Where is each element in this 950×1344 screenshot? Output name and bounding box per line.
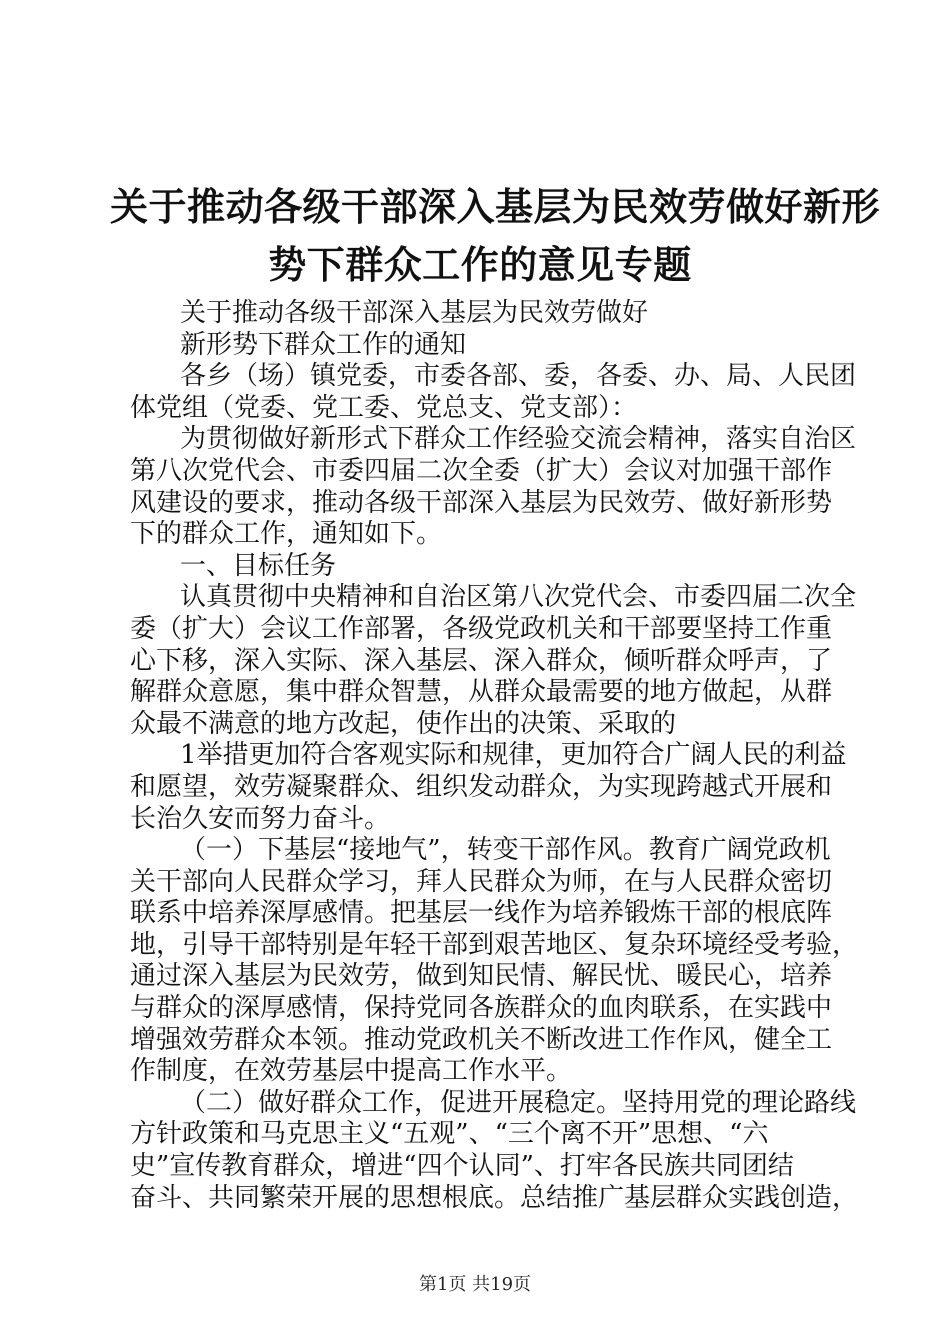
body-line: 认真贯彻中央精神和自治区第八次党代会、市委四届二次全 (180, 582, 857, 613)
body-line: 长治久安而努力奋斗。 (130, 803, 391, 834)
body-line: 委（扩大）会议工作部署，各级党政机关和干部要坚持工作重 (130, 613, 833, 644)
body-line: 众最不满意的地方改起，使作出的决策、采取的 (130, 708, 677, 739)
body-line: 通过深入基层为民效劳，做到知民情、解民忧、暖民心，培养 (130, 961, 833, 992)
body-line: （二）做好群众工作，促进开展稳定。坚持用党的理论路线 (180, 1087, 857, 1118)
body-line: 地，引导干部特别是年轻干部到艰苦地区、复杂环境经受考验， (130, 929, 859, 960)
body-line: 奋斗、共同繁荣开展的思想根底。总结推广基层群众实践创造， (130, 1182, 859, 1213)
title-line-2: 势下群众工作的意见专题 (268, 243, 692, 287)
body-line: （一）下基层“接地气”，转变干部作风。教育广阔党政机 (180, 835, 831, 866)
body-line: 关干部向人民群众学习，拜人民群众为师，在与人民群众密切 (130, 866, 833, 897)
body-line: 心下移，深入实际、深入基层、深入群众，倾听群众呼声，了 (130, 645, 833, 676)
body-line: 与群众的深厚感情，保持党同各族群众的血肉联系，在实践中 (130, 993, 833, 1024)
body-line: 史”宣传教育群众，增进“四个认同”、打牢各民族共同团结 (130, 1151, 794, 1182)
body-line: 联系中培养深厚感情。把基层一线作为培养锻炼干部的根底阵 (130, 898, 833, 929)
body-line: 第八次党代会、市委四届二次全委（扩大）会议对加强干部作 (130, 455, 833, 486)
body-line: 下的群众工作，通知如下。 (130, 519, 443, 550)
body-line: 和愿望，效劳凝聚群众、组织发动群众，为实现跨越式开展和 (130, 771, 833, 802)
body-line: 体党组（党委、党工委、党总支、党支部）： (130, 392, 638, 423)
page-footer: 第1页 共19页 (418, 1274, 532, 1295)
document-body (130, 298, 859, 1214)
body-line: 各乡（场）镇党委，市委各部、委，各委、办、局、人民团 (180, 361, 857, 392)
body-line: 为贯彻做好新形式下群众工作经验交流会精神，落实自治区 (180, 424, 857, 455)
title-line-1: 关于推动各级干部深入基层为民效劳做好新形 (110, 185, 881, 229)
body-line: 解群众意愿，集中群众智慧，从群众最需要的地方做起，从群 (130, 677, 833, 708)
body-line: 关于推动各级干部深入基层为民效劳做好 (180, 298, 649, 328)
body-line: 风建设的要求，推动各级干部深入基层为民效劳、做好新形势 (130, 487, 833, 518)
document-title (110, 178, 881, 294)
body-line: 作制度，在效劳基层中提高工作水平。 (130, 1056, 573, 1087)
body-line: 1举措更加符合客观实际和规律，更加符合广阔人民的利益 (180, 740, 847, 771)
section-heading: 一、目标任务 (180, 550, 337, 581)
body-line: 方针政策和马克思主义“五观”、“三个离不开”思想、“六 (130, 1119, 769, 1150)
body-line: 增强效劳群众本领。推动党政机关不断改进工作作风，健全工 (130, 1024, 833, 1055)
body-line: 新形势下群众工作的通知 (180, 329, 467, 360)
